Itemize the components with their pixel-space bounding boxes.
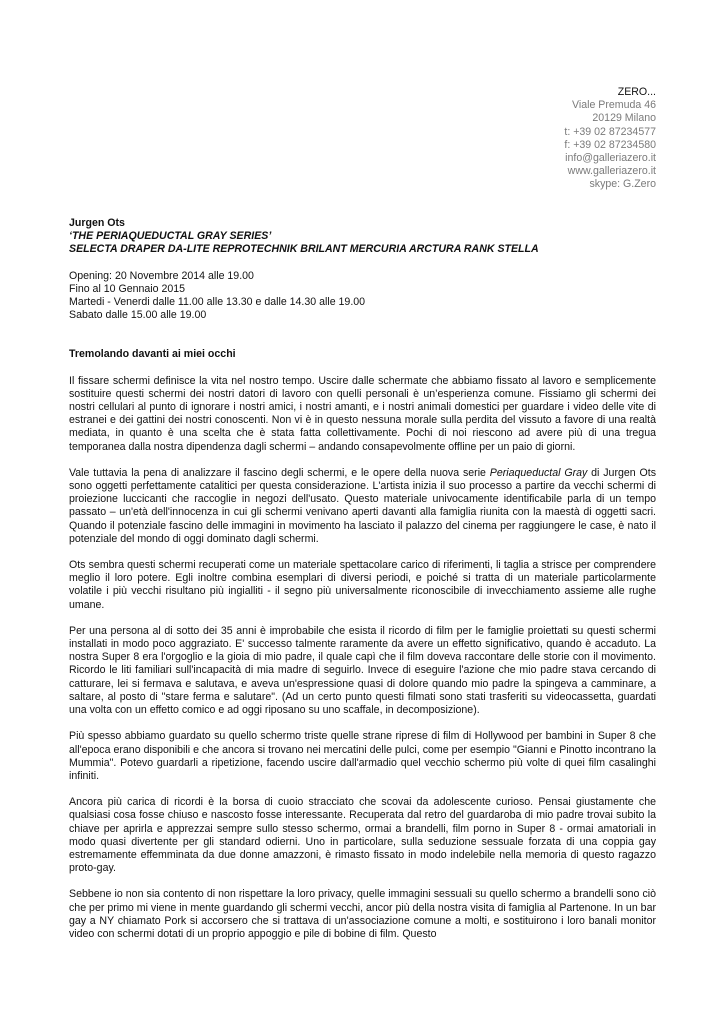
gallery-skype: skype: G.Zero	[589, 178, 656, 191]
gallery-email: info@galleriazero.it	[565, 152, 656, 165]
weekday-hours: Martedi - Venerdi dalle 11.00 alle 13.30 e dalle 14.30 alle 19.00	[69, 296, 366, 309]
essay-paragraph-3	[69, 559, 656, 612]
press-release-body	[69, 217, 656, 941]
paragraph-text-part: Vale tuttavia la pena di analizzare il fascino degli schermi, e le opere della nuova serie	[69, 466, 490, 479]
gallery-fax: f: +39 02 87234580	[564, 138, 656, 151]
paragraph-text: Per una persona al di sotto dei 35 anni è improbabile che esista il ricordo di film per le famiglie proiettati su questi schermi installati in modo poco aggraziato. E' successo talmente raramente da avere un effetto significativo, quando è accaduto. La nostra Super 8 era l'orgoglio e la gioia di mio padre, il quale capì che il film doveva raccontare delle storie con il movimento. Ricordo le liti familiari sull'incapacità di mia madre di seguirlo. Invece di eseguire l'azione che mio padre stava cercando di catturare, lei si fermava e salutava, e aveva un'espressione quasi di dolore quando mio padre la spingeva a camminare, a saltare, al posto di "stare ferma e salutare". (Ad un certo punto questi filmati sono stati trasferiti su videocassetta, guardati una volta con un effetto comico e ad oggi riposano su uno scaffale, in decomposizione).	[69, 624, 656, 717]
series-subtitle: SELECTA DRAPER DA-LITE REPROTECHNIK BRILANT MERCURIA ARCTURA RANK STELLA	[69, 243, 539, 256]
paragraph-text-part: di Jurgen Ots sono oggetti perfettamente catalitici per questa considerazione. L'artista inizia il suo processo a partire da vecchi schermi di proiezione luccicanti che raccoglie in negozi dell'usato. Questo materiale univocamente identificabile parla di un tempo passato – un'età dell'innocenza in cui gli schermi venivano aperti davanti alla famiglia riunita con la maestà di oggetti sacri. Quando il potenziale fascino delle immagini in movimento ha lasciato il palazzo del cinema per raggiungere le case, è nato il potenziale del mondo di oggi dominato dagli schermi.	[69, 466, 656, 545]
paragraph-text: Più spesso abbiamo guardato su quello schermo triste quelle strane riprese di film di Hollywood per bambini in Super 8 che all'epoca erano disponibili e che ancora si trovano nei mercatini delle pulci, come per esempio "Gianni e Pinotto incontrano la Mummia". Potevo guardarli a ripetizione, facendo uscire dall'armadio quel vecchio schermo più volte di quei film casalinghi infiniti.	[69, 730, 656, 782]
essay-paragraph-5	[69, 730, 656, 783]
gallery-street: Viale Premuda 46	[571, 99, 656, 112]
artist-name: Jurgen Ots	[69, 217, 125, 229]
gallery-name: ZERO...	[617, 86, 656, 98]
gallery-phone: t: +39 02 87234577	[564, 125, 656, 138]
paragraph-text: Sebbene io non sia contento di non rispettare la loro privacy, quelle immagini sessuali su quello schermo a brandelli sono ciò che per primo mi viene in mente guardando gli schermi vecchi, ancor più della nostra visita di famiglia al Partenone. In un bar gay a NY chiamato Pork si accorsero che si trattava di un'associazione comune a molti, e sostituirono i loro banali monitor video con schermi dotati di un proprio appoggio e pile di bobine di film. Questo	[69, 888, 656, 940]
essay-paragraph-6	[69, 796, 656, 875]
paragraph-text: Il fissare schermi definisce la vita nel nostro tempo. Uscire dalle schermate che abbiamo fissato al lavoro e semplicemente sostituire questi schermi dei nostri datori di lavoro con quelli personali è un’esperienza comune. Fissiamo gli schermi dei nostri cellulari al punto di ignorare i nostri amici, i nostri amanti, e i nostri animali domestici per guardare i video delle vite di estranei e dei gattini dei nostri conoscenti. Non vi è in questo nessuna morale sulla perdita del vissuto a favore di una realtà mediata, in quanto è una scelta che è stata fatta collettivamente. Pochi di noi riescono ad avere più di una tregua temporanea dalla nostra dipendenza dagli schermi – andando consapevolmente offline per un paio di giorni.	[69, 374, 656, 453]
gallery-city: 20129 Milano	[592, 112, 656, 125]
closing-date: Fino al 10 Gennaio 2015	[69, 282, 186, 295]
series-name-italic: Periaqueductal Gray	[489, 466, 588, 479]
essay-heading: Tremolando davanti ai miei occhi	[69, 348, 236, 361]
paragraph-text: Ots sembra questi schermi recuperati come un materiale spettacolare carico di riferimenti, li taglia a strisce per comprendere meglio il loro potere. Egli inoltre combina esemplari di diversi periodi, e poiché si tratta di un materiale particolarmente volatile i più vecchi risultano più ingialliti - il segno più universalmente riconoscibile di invecchiamento assieme alle rughe umane.	[69, 559, 656, 611]
essay-paragraph-1	[69, 375, 656, 454]
saturday-hours: Sabato dalle 15.00 alle 19.00	[69, 309, 207, 322]
paragraph-text: Ancora più carica di ricordi è la borsa di cuoio stracciato che scovai da adolescente curioso. Pensai giustamente che qualsiasi cosa fosse chiuso e nascosto fosse interessante. Recuperata dal retro del guardaroba di mio padre trovai subito la chiave per aprirla e apprezzai sempre sullo stesso schermo, ormai a brandelli, film porno in Super 8 - ormai amatoriali in modo quasi divertente per gli standard odierni. Uno in particolare, sulla seduzione sessuale forzata di una coppia gay estremamente effemminata da due donne amazzoni, è rimasto fissato in modo indelebile nella memoria di questo ragazzo proto-gay.	[69, 796, 656, 875]
essay-paragraph-2	[69, 467, 656, 546]
opening-date: Opening: 20 Novembre 2014 alle 19.00	[69, 269, 254, 282]
paragraph-text	[69, 467, 656, 546]
series-title: ‘THE PERIAQUEDUCTAL GRAY SERIES’	[69, 230, 272, 243]
essay-paragraph-7	[69, 888, 656, 941]
exhibition-title-block	[69, 217, 656, 257]
gallery-website: www.galleriazero.it	[567, 165, 656, 178]
essay-paragraph-4	[69, 625, 656, 717]
gallery-letterhead	[564, 86, 656, 192]
exhibition-info	[69, 270, 656, 323]
